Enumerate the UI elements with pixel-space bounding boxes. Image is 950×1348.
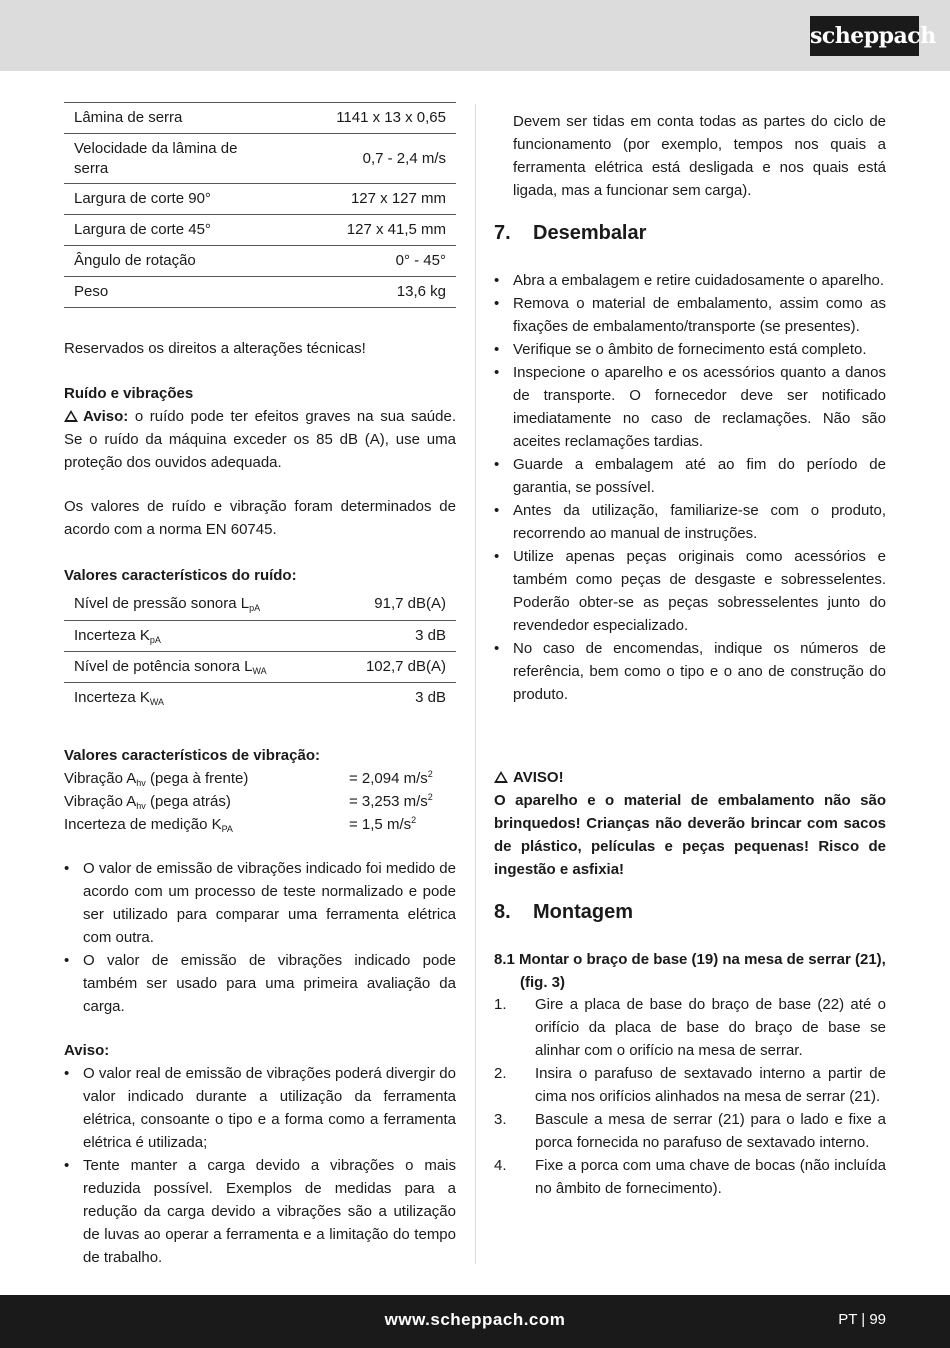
warning-icon bbox=[494, 771, 508, 783]
header-bar bbox=[0, 0, 950, 71]
vibration-section bbox=[64, 744, 456, 836]
spec-value: 0,7 - 2,4 m/s bbox=[264, 134, 456, 184]
subsection-heading: 8.1 Montar o braço de base (19) na mesa de serrar (21), (fig. 3) bbox=[494, 951, 886, 991]
noise-values-heading: Valores característicos do ruído: bbox=[64, 567, 297, 584]
spec-value: 127 x 41,5 mm bbox=[264, 215, 456, 246]
vibration-value bbox=[349, 813, 416, 836]
packaging-warning bbox=[494, 766, 886, 881]
list-item: • Inspecione o aparelho e os acessórios quanto a danos de transporte. O fornecedor deve ser notificado imediatamente no caso de reclamações. Não são aceites reclamações tardias. bbox=[494, 361, 886, 453]
noise-standard: Os valores de ruído e vibração foram determinados de acordo com a norma EN 60745. bbox=[64, 498, 456, 538]
list-item: • Abra a embalagem e retire cuidadosamente o aparelho. bbox=[494, 269, 886, 292]
warning-icon bbox=[64, 410, 78, 422]
list-item: • Utilize apenas peças originais como acessórios e também como peças de desgaste e sobresselentes. Poderão obter-se as peças sobresselentes junto do revendedor especializado. bbox=[494, 545, 886, 637]
noise-label-text: Incerteza K bbox=[74, 688, 150, 706]
noise-label bbox=[64, 589, 331, 620]
aviso-heading: Aviso: bbox=[64, 1042, 110, 1059]
table-row bbox=[64, 682, 456, 713]
vibration-label bbox=[64, 813, 349, 836]
step-item bbox=[494, 1108, 886, 1154]
table-row bbox=[64, 215, 456, 246]
column-divider bbox=[475, 104, 476, 1264]
noise-label-sub: pA bbox=[249, 603, 261, 614]
noise-value: 3 dB bbox=[331, 620, 456, 651]
vibration-label bbox=[64, 767, 349, 790]
vibration-value-text: = 3,253 m/s bbox=[349, 793, 428, 810]
step-text: Insira o parafuso de sextavado interno a partir de cima nos orifícios alinhados na mesa de serrar (21). bbox=[535, 1065, 886, 1105]
noise-label-sub: WA bbox=[149, 696, 165, 707]
vibration-label-suffix: (pega à frente) bbox=[145, 770, 249, 787]
list-item: • Antes da utilização, familiarize-se com o produto, recorrendo ao manual de instruções. bbox=[494, 499, 886, 545]
table-row bbox=[64, 184, 456, 215]
section-7-title bbox=[494, 220, 886, 246]
vibration-row bbox=[64, 767, 456, 790]
brand-logo: scheppach bbox=[810, 16, 919, 56]
warning-heading: AVISO! bbox=[513, 769, 564, 786]
vibration-label-text: Incerteza de medição K bbox=[64, 816, 222, 833]
noise-label bbox=[64, 620, 331, 651]
step-number: 3. bbox=[494, 1111, 507, 1128]
noise-warning-label: Aviso: bbox=[83, 408, 129, 425]
noise-label bbox=[64, 651, 331, 682]
noise-heading: Ruído e vibrações bbox=[64, 385, 194, 402]
spec-label: Largura de corte 90° bbox=[64, 184, 264, 215]
step-item bbox=[494, 1062, 886, 1108]
list-item: • Tente manter a carga devido a vibrações o mais reduzida possível. Exemplos de medidas para a redução da carga devido a vibrações são a utilização de luvas ao operar a ferramenta e a limitação do tempo de trabalho. bbox=[64, 1154, 456, 1269]
spec-label: Ângulo de rotação bbox=[64, 246, 264, 277]
step-item bbox=[494, 1154, 886, 1200]
noise-warning-text: o ruído pode ter efeitos graves na sua saúde. Se o ruído da máquina exceder os 85 dB (A), use uma proteção dos ouvidos adequada. bbox=[64, 408, 456, 471]
table-row bbox=[64, 246, 456, 277]
vibration-label-sub: hv bbox=[136, 778, 146, 788]
spec-value: 0° - 45° bbox=[264, 246, 456, 277]
list-item: • Verifique se o âmbito de fornecimento está completo. bbox=[494, 338, 886, 361]
warning-text: O aparelho e o material de embalamento não são brinquedos! Crianças não deverão brincar com sacos de plástico, películas e peças pequenas! Risco de ingestão e asfixia! bbox=[494, 792, 886, 878]
spec-label: Lâmina de serra bbox=[64, 103, 264, 134]
noise-value: 3 dB bbox=[415, 688, 446, 706]
vibration-row bbox=[64, 813, 456, 836]
table-row bbox=[64, 589, 456, 620]
list-item: • O valor de emissão de vibrações indicado pode também ser usado para uma primeira avaliação da carga. bbox=[64, 949, 456, 1018]
website-link[interactable]: www.scheppach.com bbox=[384, 1310, 566, 1329]
noise-value: 91,7 dB(A) bbox=[331, 589, 456, 620]
section-number: 7. bbox=[494, 222, 511, 244]
list-item: • Remova o material de embalamento, assim como as fixações de embalamento/transporte (se presentes). bbox=[494, 292, 886, 338]
table-row bbox=[64, 651, 456, 682]
noise-label bbox=[64, 682, 331, 713]
list-item: • No caso de encomendas, indique os números de referência, bem como o tipo e o ano de construção do produto. bbox=[494, 637, 886, 706]
unpack-list bbox=[494, 269, 886, 706]
section-title: Desembalar bbox=[533, 222, 647, 244]
section-8-title bbox=[494, 899, 886, 925]
noise-table bbox=[64, 589, 456, 713]
spec-label: Peso bbox=[64, 277, 264, 308]
spec-label: Velocidade da lâmina de serra bbox=[64, 134, 264, 184]
vibration-value-text: = 2,094 m/s bbox=[349, 770, 428, 787]
steps-list bbox=[494, 993, 886, 1200]
table-row bbox=[64, 620, 456, 651]
reserved-note: Reservados os direitos a alterações técnicas! bbox=[64, 340, 366, 357]
vibration-heading: Valores característicos de vibração: bbox=[64, 747, 320, 764]
vibration-value-sup: 2 bbox=[427, 792, 433, 802]
vibration-row bbox=[64, 790, 456, 813]
noise-label-text: Incerteza K bbox=[74, 626, 150, 644]
vibration-label bbox=[64, 790, 349, 813]
noise-label-sub: pA bbox=[149, 634, 161, 645]
section-number: 8. bbox=[494, 901, 511, 923]
noise-label-text: Nível de potência sonora L bbox=[74, 657, 253, 675]
spec-value: 13,6 kg bbox=[264, 277, 456, 308]
step-text: Gire a placa de base do braço de base (22) até o orifício da placa de base do braço de base se alinhar com o orifício na mesa de serrar. bbox=[535, 996, 886, 1059]
vibration-value bbox=[349, 767, 433, 790]
spec-table bbox=[64, 102, 456, 308]
vibration-label-suffix: (pega atrás) bbox=[145, 793, 231, 810]
table-row bbox=[64, 134, 456, 184]
noise-label-text: Nível de pressão sonora L bbox=[74, 595, 250, 613]
cycle-text: Devem ser tidas em conta todas as partes do ciclo de funcionamento (por exemplo, tempos nos quais a ferramenta elétrica está desligada e nos quais está ligada, mas a funcionar sem carga). bbox=[513, 113, 886, 199]
vibration-label-text: Vibração A bbox=[64, 770, 137, 787]
aviso-section bbox=[64, 1039, 456, 1269]
step-number: 2. bbox=[494, 1065, 507, 1082]
vibration-bullets bbox=[64, 857, 456, 1018]
vibration-value-sup: 2 bbox=[411, 815, 417, 825]
noise-label-sub: WA bbox=[252, 665, 267, 676]
vibration-label-sub: PA bbox=[221, 824, 233, 834]
section-title: Montagem bbox=[533, 901, 633, 923]
list-item: • Guarde a embalagem até ao fim do período de garantia, se possível. bbox=[494, 453, 886, 499]
step-item bbox=[494, 993, 886, 1062]
spec-label: Largura de corte 45° bbox=[64, 215, 264, 246]
noise-section bbox=[64, 382, 456, 474]
table-row bbox=[64, 277, 456, 308]
step-text: Fixe a porca com uma chave de bocas (não incluída no âmbito de fornecimento). bbox=[535, 1157, 886, 1197]
list-item: • O valor de emissão de vibrações indicado foi medido de acordo com um processo de teste normalizado e pode ser utilizado para comparar uma ferramenta elétrica com outra. bbox=[64, 857, 456, 949]
vibration-value bbox=[349, 790, 433, 813]
list-item: • O valor real de emissão de vibrações poderá divergir do valor indicado durante a utilização da ferramenta elétrica, consoante o tipo e a forma como a ferramenta elétrica é utilizada; bbox=[64, 1062, 456, 1154]
warning-heading-line bbox=[494, 766, 886, 789]
step-text: Bascule a mesa de serrar (21) para o lado e fixe a porca fornecida no parafuso de sextavado interno. bbox=[535, 1111, 886, 1151]
step-number: 1. bbox=[494, 996, 507, 1013]
spec-value: 127 x 127 mm bbox=[264, 184, 456, 215]
noise-warning bbox=[64, 405, 456, 474]
step-number: 4. bbox=[494, 1157, 507, 1174]
table-row bbox=[64, 103, 456, 134]
footer-bar bbox=[0, 1295, 950, 1348]
vibration-value-text: = 1,5 m/s bbox=[349, 816, 412, 833]
noise-value: 102,7 dB(A) bbox=[331, 651, 456, 682]
vibration-value-sup: 2 bbox=[427, 769, 433, 779]
spec-value: 1141 x 13 x 0,65 bbox=[264, 103, 456, 134]
vibration-label-text: Vibração A bbox=[64, 793, 137, 810]
vibration-label-sub: hv bbox=[136, 801, 146, 811]
page-number: PT | 99 bbox=[838, 1311, 886, 1328]
